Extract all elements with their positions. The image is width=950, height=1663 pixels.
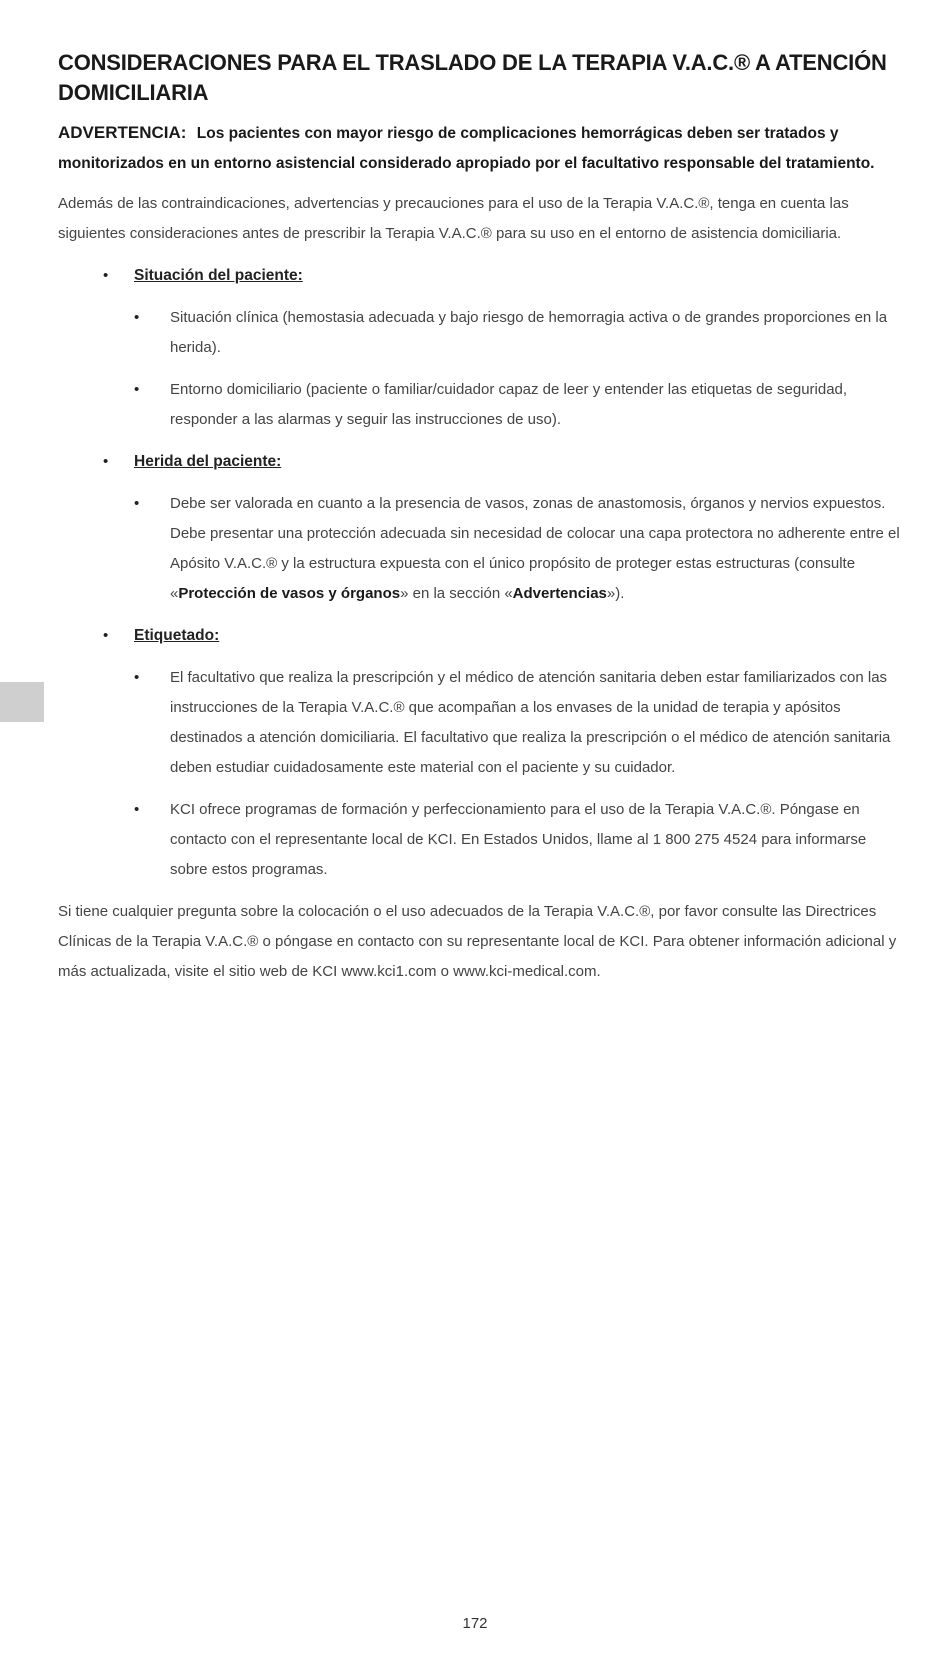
considerations-list xyxy=(58,261,900,885)
warning-label: ADVERTENCIA: xyxy=(58,123,187,142)
bullet-icon: • xyxy=(134,309,140,326)
section-items xyxy=(134,663,900,885)
list-item-text-middle: » en la sección « xyxy=(400,585,513,602)
section-etiquetado xyxy=(58,621,900,885)
document-page xyxy=(58,48,900,999)
section-items xyxy=(134,489,900,609)
list-item-text-before: Debe ser valorada en cuanto a la presencia de vasos, zonas de anastomosis, órganos y nervios expuestos. Debe presentar una protección adecuada sin necesidad de colocar una capa protectora no adherente entre el Apósito V.A.C.® y la estructura expuesta con el único propósito de proteger estas estructuras (consulte « xyxy=(170,495,900,602)
list-item xyxy=(134,795,900,885)
bullet-icon: • xyxy=(103,267,109,284)
intro-paragraph: Además de las contraindicaciones, advertencias y precauciones para el uso de la Terapia V.A.C.®, tenga en cuenta las siguientes consideraciones antes de prescribir la Terapia V.A.C.® para su uso en el entorno de asistencia domiciliaria. xyxy=(58,195,849,242)
list-item xyxy=(134,489,900,609)
section-heading: Etiquetado: xyxy=(134,627,220,644)
list-item-text-after: »). xyxy=(606,585,625,602)
reference-proteccion-vasos: Protección de vasos y órganos xyxy=(178,585,401,602)
section-heading: Herida del paciente: xyxy=(134,453,282,470)
page-number: 172 xyxy=(462,1615,488,1632)
bullet-icon: • xyxy=(134,381,140,398)
warning-block xyxy=(58,118,900,179)
section-items xyxy=(134,303,900,435)
page-title: CONSIDERACIONES PARA EL TRASLADO DE LA TERAPIA V.A.C.® A ATENCIÓN DOMICILIARIA xyxy=(58,50,887,105)
section-herida-paciente xyxy=(58,447,900,609)
bullet-icon: • xyxy=(134,669,140,686)
list-item xyxy=(134,303,900,363)
section-tab-marker xyxy=(0,682,44,722)
section-situacion-paciente xyxy=(58,261,900,435)
list-item xyxy=(134,375,900,435)
list-item-text: KCI ofrece programas de formación y perfeccionamiento para el uso de la Terapia V.A.C.®. Póngase en contacto con el representante local de KCI. En Estados Unidos, llame al 1 800 275 4524 para informarse sobre estos programas. xyxy=(170,801,867,878)
bullet-icon: • xyxy=(134,495,140,512)
list-item xyxy=(134,663,900,783)
warning-text: Los pacientes con mayor riesgo de complicaciones hemorrágicas deben ser tratados y monitorizados en un entorno asistencial considerado apropiado por el facultativo responsable del tratamiento. xyxy=(58,125,875,172)
list-item-text: Entorno domiciliario (paciente o familiar/cuidador capaz de leer y entender las etiquetas de seguridad, responder a las alarmas y seguir las instrucciones de uso). xyxy=(170,381,848,428)
section-heading: Situación del paciente: xyxy=(134,267,303,284)
list-item-text: Situación clínica (hemostasia adecuada y bajo riesgo de hemorragia activa o de grandes proporciones en la herida). xyxy=(170,309,888,356)
closing-paragraph: Si tiene cualquier pregunta sobre la colocación o el uso adecuados de la Terapia V.A.C.®, por favor consulte las Directrices Clínicas de la Terapia V.A.C.® o póngase en contacto con su representante local de KCI. Para obtener información adicional y más actualizada, visite el sitio web de KCI www.kci1.com o www.kci-medical.com. xyxy=(58,903,897,980)
reference-advertencias: Advertencias xyxy=(512,585,607,602)
bullet-icon: • xyxy=(103,453,109,470)
bullet-icon: • xyxy=(103,627,109,644)
bullet-icon: • xyxy=(134,801,140,818)
list-item-text: El facultativo que realiza la prescripción y el médico de atención sanitaria deben estar familiarizados con las instrucciones de la Terapia V.A.C.® que acompañan a los envases de la unidad de terapia y apósitos destinados a atención domiciliaria. El facultativo que realiza la prescripción o el médico de atención sanitaria deben estudiar cuidadosamente este material con el paciente y su cuidador. xyxy=(170,669,891,776)
